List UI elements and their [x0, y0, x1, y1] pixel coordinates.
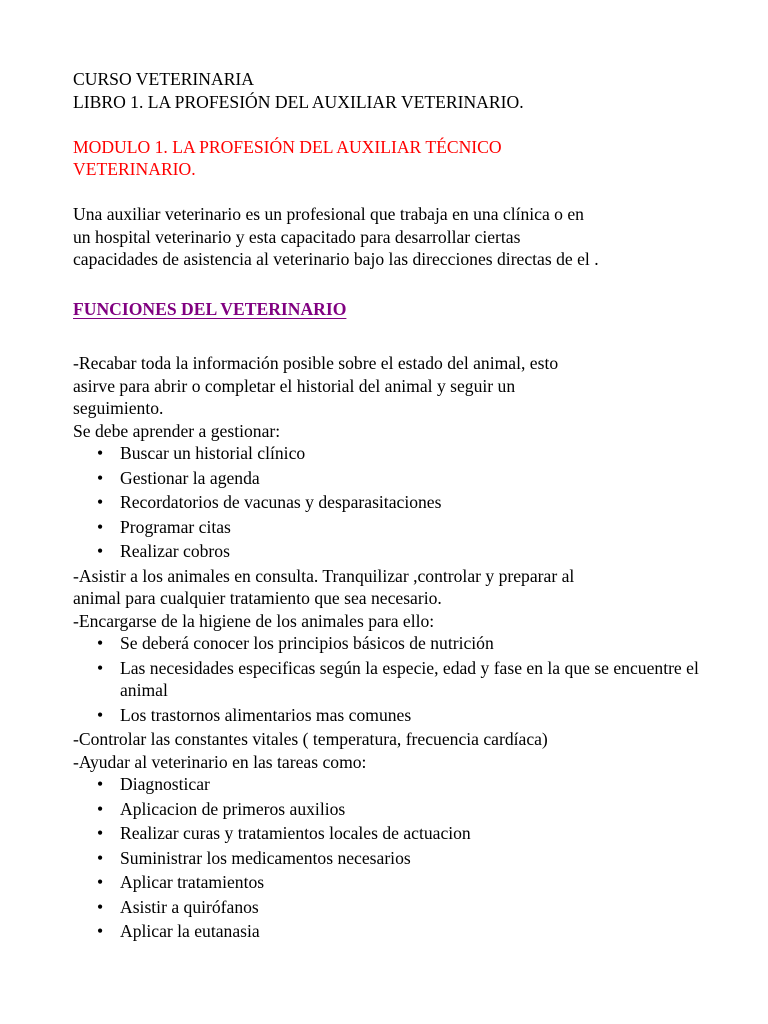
- bullet-icon: •: [97, 633, 104, 653]
- list-item: • Aplicar la eutanasia: [97, 921, 260, 941]
- function1-line2: asirve para abrir o completar el historial del animal y seguir un: [73, 375, 516, 396]
- bullet-icon: •: [97, 921, 104, 941]
- spacer: [73, 330, 713, 353]
- list-item: • Aplicacion de primeros auxilios: [97, 798, 346, 819]
- bullet-icon: •: [97, 704, 104, 725]
- list-item: • Se deberá conocer los principios básicos de nutrición: [97, 633, 494, 653]
- spacer: [73, 181, 713, 204]
- intro-line3: capacidades de asistencia al veterinario bajo las direcciones directas de el .: [73, 249, 599, 269]
- bullet-icon: •: [97, 467, 104, 488]
- list-item: • Aplicar tratamientos: [97, 872, 265, 892]
- list-item: • Asistir a quirófanos: [97, 896, 259, 917]
- hygiene-list: [73, 632, 713, 728]
- spacer: [73, 113, 713, 136]
- intro-line1: Una auxiliar veterinario es un profesional que trabaja en una clínica o en: [73, 204, 584, 224]
- function1-line1: -Recabar toda la información posible sobre el estado del animal, esto: [73, 353, 559, 373]
- course-title: CURSO VETERINARIA: [73, 69, 254, 89]
- bullet-icon: •: [97, 798, 104, 819]
- bullet-icon: •: [97, 492, 104, 512]
- bullet-icon: •: [97, 657, 104, 678]
- bullet-icon: •: [97, 541, 104, 561]
- list-item: • Realizar cobros: [97, 541, 230, 561]
- spacer: [73, 271, 713, 294]
- tasks-list: [73, 773, 713, 945]
- module-title-line1: MODULO 1. LA PROFESIÓN DEL AUXILIAR TÉCNICO: [73, 136, 502, 157]
- list-item: • Recordatorios de vacunas y desparasitaciones: [97, 492, 442, 512]
- function4: -Controlar las constantes vitales ( temperatura, frecuencia cardíaca): [73, 729, 548, 749]
- list-item: • Suministrar los medicamentos necesarios: [97, 847, 411, 868]
- intro-line2: un hospital veterinario y esta capacitado para desarrollar ciertas: [73, 226, 521, 247]
- bullet-icon: •: [97, 823, 104, 843]
- list-item: • Realizar curas y tratamientos locales de actuacion: [97, 823, 471, 843]
- function1-line3: seguimiento.: [73, 398, 164, 418]
- function2-line1: -Asistir a los animales en consulta. Tranquilizar ,controlar y preparar al: [73, 565, 575, 586]
- book-title: LIBRO 1. LA PROFESIÓN DEL AUXILIAR VETERINARIO.: [73, 91, 524, 112]
- section-heading: FUNCIONES DEL VETERINARIO: [73, 299, 347, 319]
- function3: -Encargarse de la higiene de los animales para ello:: [73, 610, 435, 631]
- list-item: • Las necesidades especificas según la especie, edad y fase en la que se encuentre el animal: [97, 657, 699, 700]
- module-title-line2: VETERINARIO.: [73, 159, 196, 179]
- list-item: • Buscar un historial clínico: [97, 443, 306, 463]
- bullet-icon: •: [97, 872, 104, 892]
- list-item: • Diagnosticar: [97, 774, 210, 794]
- list-item: • Gestionar la agenda: [97, 467, 260, 488]
- function5: -Ayudar al veterinario en las tareas como:: [73, 751, 367, 772]
- management-list: [73, 442, 713, 565]
- bullet-icon: •: [97, 847, 104, 868]
- bullet-icon: •: [97, 896, 104, 917]
- bullet-icon: •: [97, 443, 104, 463]
- bullet-icon: •: [97, 516, 104, 537]
- list-item: • Programar citas: [97, 516, 231, 537]
- section-heading-wrap: [73, 298, 713, 321]
- bullet-icon: •: [97, 774, 104, 794]
- function2-line2: animal para cualquier tratamiento que sea necesario.: [73, 588, 442, 608]
- function1-line4: Se debe aprender a gestionar:: [73, 420, 281, 441]
- document-page: [73, 68, 713, 945]
- list-item: • Los trastornos alimentarios mas comunes: [97, 704, 412, 725]
